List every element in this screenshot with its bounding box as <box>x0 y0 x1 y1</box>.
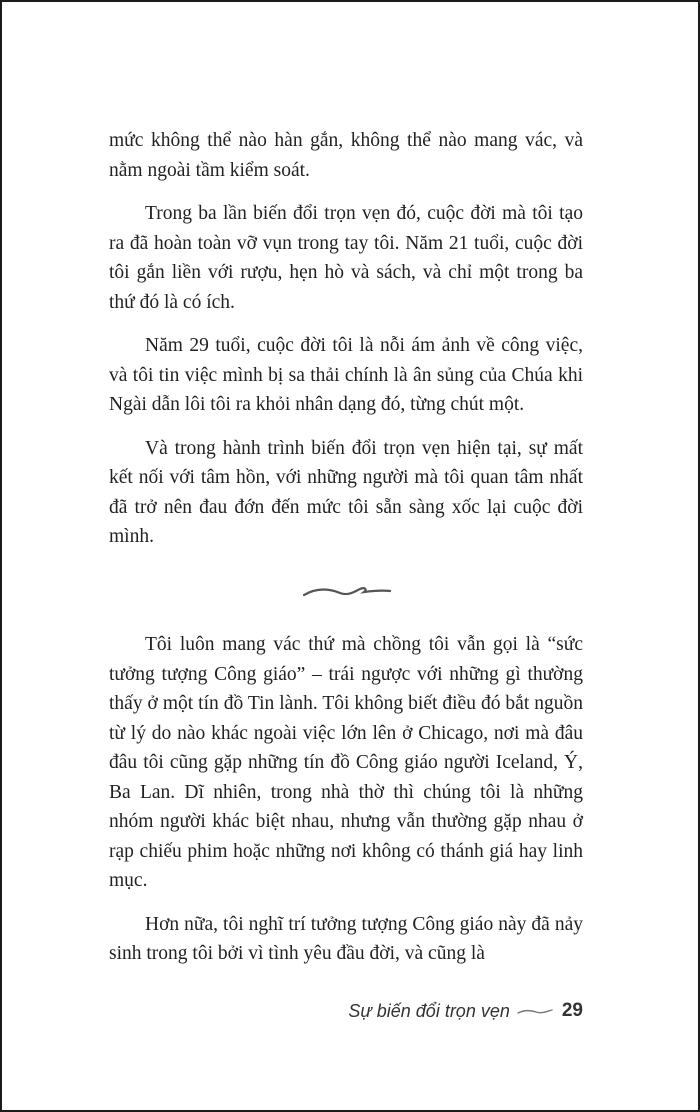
paragraph: mức không thể nào hàn gắn, không thể nào mang vác, và nằm ngoài tầm kiểm soát. <box>109 130 583 181</box>
swash-icon <box>516 1004 554 1018</box>
page-footer <box>302 996 583 1026</box>
paragraph: Và trong hành trình biến đổi trọn vẹn hiện tại, sự mất kết nối với tâm hồn, với những người mà tôi quan tâm nhất đã trở nên đau đớn đến mức tôi sẵn sàng xốc lại cuộc đời mình. <box>109 437 583 547</box>
wave-divider-icon <box>302 582 392 602</box>
running-book-title: Sự biến đổi trọn vẹn <box>348 1000 510 1021</box>
body-text-section-top <box>109 126 583 566</box>
body-text-section-bottom <box>109 630 583 983</box>
paragraph: Năm 29 tuổi, cuộc đời tôi là nỗi ám ảnh về công việc, và tôi tin việc mình bị sa thải chính là ân sủng của Chúa khi Ngài dẫn lôi tôi ra khỏi nhân dạng đó, từng chút một. <box>109 335 583 415</box>
paragraph: Hơn nữa, tôi nghĩ trí tưởng tượng Công giáo này đã nảy sinh trong tôi bởi vì tình yêu đầu đời, và cũng là <box>109 913 583 964</box>
paragraph: Trong ba lần biến đổi trọn vẹn đó, cuộc đời mà tôi tạo ra đã hoàn toàn vỡ vụn trong tay tôi. Năm 21 tuổi, cuộc đời tôi gắn liền với rượu, hẹn hò và sách, và chỉ một trong ba thứ đó là có ích. <box>109 203 583 313</box>
page-number: 29 <box>561 1000 583 1021</box>
paragraph: Tôi luôn mang vác thứ mà chồng tôi vẫn gọi là “sức tưởng tượng Công giáo” – trái ngược với những gì thường thấy ở một tín đồ Tin lành. Tôi không biết điều đó bắt nguồn từ lý do nào khác ngoài việc lớn lên ở Chicago, nơi mà đâu đâu tôi cũng gặp những tín đồ Công giáo người Iceland, Ý, Ba Lan. Dĩ nhiên, trong nhà thờ thì chúng tôi là những nhóm người khác biệt nhau, nhưng vẫn thường gặp nhau ở rạp chiếu phim hoặc những nơi không có thánh giá hay linh mục. <box>109 634 583 891</box>
